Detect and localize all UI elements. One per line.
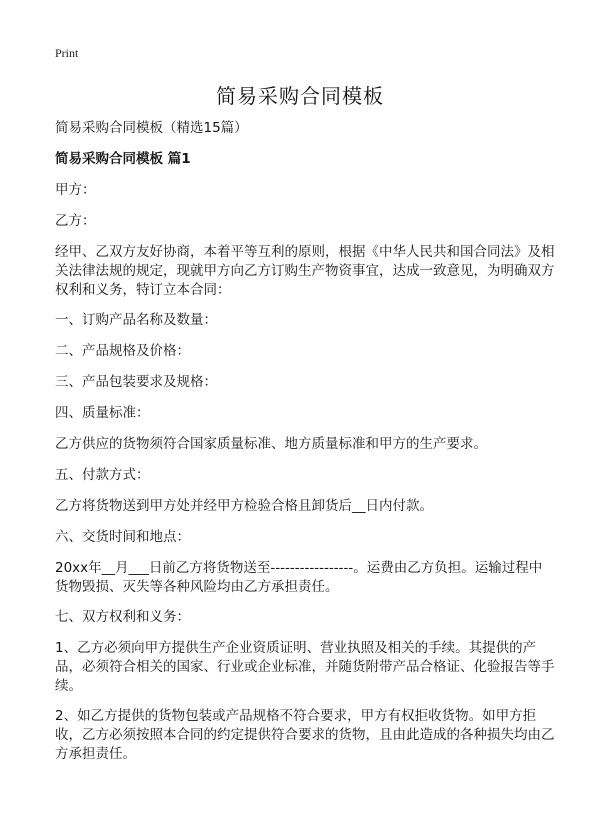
clause-1-heading: 一、订购产品名称及数量： bbox=[55, 312, 217, 328]
clause-6-heading: 六、交货时间和地点： bbox=[55, 529, 190, 545]
clause-5-body: 乙方将货物送到甲方处并经甲方检验合格且卸货后__日内付款。 bbox=[55, 498, 433, 514]
clause-7-item-1: 1、乙方必须向甲方提供生产企业资质证明、营业执照及相关的手续。其提供的产品，必须符合相关的国家、行业或企业标准，并随货附带产品合格证、化验报告等手续。 bbox=[55, 640, 555, 694]
clause-7-item-2: 2、如乙方提供的货物包装或产品规格不符合要求，甲方有权拒收货物。如甲方拒收，乙方必须按照本合同的约定提供符合要求的货物，且由此造成的各种损失均由乙方承担责任。 bbox=[55, 708, 555, 762]
clause-7-heading: 七、双方权利和义务： bbox=[55, 609, 190, 625]
document-title: 简易采购合同模板 bbox=[216, 84, 384, 108]
clause-3-heading: 三、产品包装要求及规格： bbox=[55, 374, 217, 390]
clause-5-heading: 五、付款方式： bbox=[55, 467, 150, 483]
party-b-label: 乙方： bbox=[55, 213, 96, 229]
clause-4-heading: 四、质量标准： bbox=[55, 405, 150, 421]
clause-2-heading: 二、产品规格及价格： bbox=[55, 343, 190, 359]
intro-paragraph: 经甲、乙双方友好协商，本着平等互利的原则，根据《中华人民共和国合同法》及相关法律法规的规定，现就甲方向乙方订购生产物资事宜，达成一致意见，为明确双方权利和义务，特订立本合同： bbox=[55, 244, 555, 298]
clause-4-body: 乙方供应的货物须符合国家质量标准、地方质量标准和甲方的生产要求。 bbox=[55, 436, 487, 452]
clause-6-body: 20xx年__月___日前乙方将货物送至-----------------。运费由乙方负担。运输过程中货物毁损、灭失等各种风险均由乙方承担责任。 bbox=[55, 560, 543, 595]
print-label: Print bbox=[55, 46, 79, 60]
party-a-label: 甲方： bbox=[55, 182, 96, 198]
document-subtitle: 简易采购合同模板（精选15篇） bbox=[55, 120, 248, 136]
section-heading: 简易采购合同模板 篇1 bbox=[55, 151, 191, 167]
